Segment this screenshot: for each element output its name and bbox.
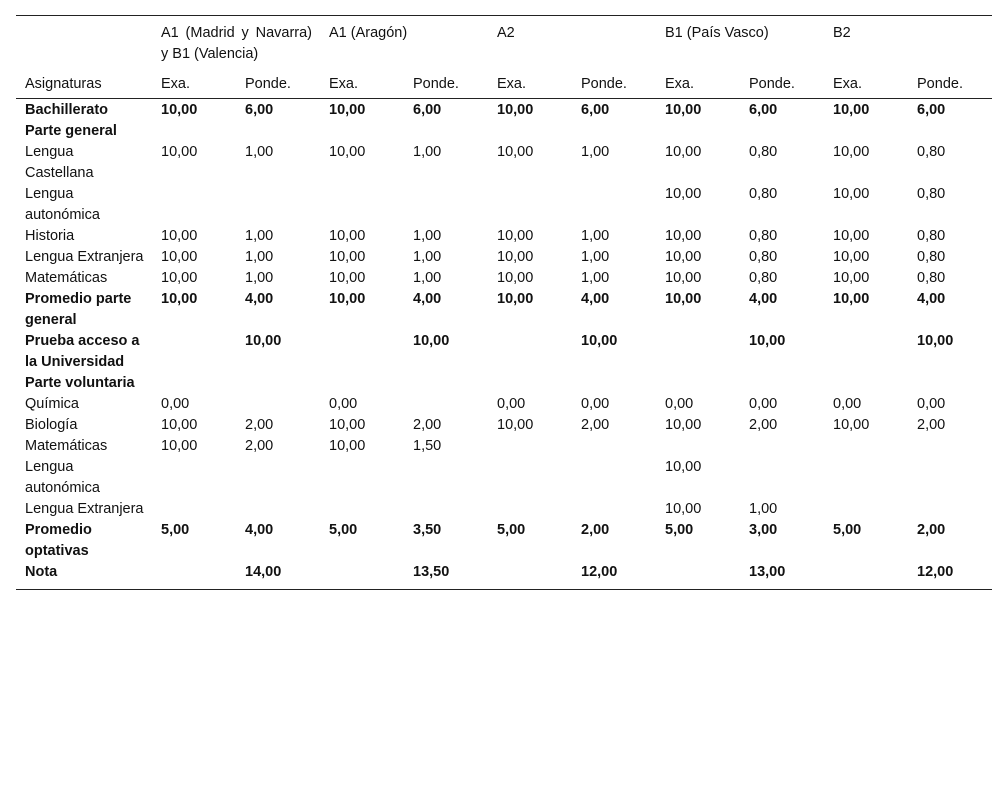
table-cell: 10,00 [833, 291, 870, 307]
table-cell: 0,00 [917, 396, 946, 412]
table-cell [320, 373, 404, 394]
table-cell: 6,00 [245, 102, 274, 118]
table-cell [908, 373, 992, 394]
table-cell: 1,00 [581, 228, 610, 244]
table-cell: 0,80 [749, 228, 778, 244]
table-cell [320, 121, 404, 142]
table-cell: 0,00 [665, 396, 694, 412]
table-cell: 0,80 [917, 249, 946, 265]
table-cell: 5,00 [665, 522, 694, 538]
sub-header: Ponde. [404, 72, 488, 99]
row-label: Matemáticas [25, 270, 108, 286]
group-header-row [16, 16, 992, 73]
table-cell: 10,00 [497, 417, 534, 433]
table-cell: 10,00 [161, 438, 198, 454]
sub-header: Exa. [824, 72, 908, 99]
row-label: Promedio optativas [25, 522, 92, 559]
table-row [16, 457, 992, 499]
table-cell: 10,00 [665, 249, 702, 265]
table-cell [824, 499, 908, 520]
table-cell: 10,00 [329, 438, 366, 454]
table-cell: 10,00 [665, 270, 702, 286]
row-label: Nota [25, 564, 58, 580]
table-cell: 10,00 [161, 144, 198, 160]
table-cell: 10,00 [581, 333, 618, 349]
table-cell: 10,00 [665, 228, 702, 244]
table-row [16, 121, 992, 142]
table-cell: 1,00 [581, 144, 610, 160]
table-cell: 10,00 [497, 291, 534, 307]
table-cell [824, 331, 908, 373]
table-cell: 10,00 [161, 249, 198, 265]
table-cell: 0,80 [749, 144, 778, 160]
table-cell: 10,00 [833, 270, 870, 286]
table-cell: 10,00 [833, 144, 870, 160]
row-label: Matemáticas [25, 438, 108, 454]
table-cell: 1,00 [413, 228, 442, 244]
table-cell: 10,00 [665, 102, 702, 118]
table-cell: 1,00 [413, 249, 442, 265]
table-cell [320, 499, 404, 520]
row-label: Lengua Extranjera [25, 501, 144, 517]
table-cell [488, 331, 572, 373]
table-cell: 1,00 [245, 228, 274, 244]
table-cell: 2,00 [581, 417, 610, 433]
table-cell [236, 121, 320, 142]
table-cell: 10,00 [749, 333, 786, 349]
table-cell: 10,00 [917, 333, 954, 349]
table-cell [740, 121, 824, 142]
table-cell: 0,80 [917, 270, 946, 286]
table-cell [908, 499, 992, 520]
table-cell [404, 373, 488, 394]
row-label: Lengua autonómica [25, 459, 100, 496]
table-cell: 10,00 [245, 333, 282, 349]
table-body [16, 99, 992, 590]
table-row [16, 499, 992, 520]
table-cell [488, 499, 572, 520]
table-cell [656, 562, 740, 590]
group-header: B1 (País Vasco) [665, 25, 769, 41]
sub-header: Ponde. [908, 72, 992, 99]
table-cell: 6,00 [917, 102, 946, 118]
table-cell: 10,00 [665, 291, 702, 307]
row-label: Lengua autonómica [25, 186, 100, 223]
table-cell: 4,00 [245, 291, 274, 307]
table-cell [824, 436, 908, 457]
row-label: Biología [25, 417, 78, 433]
table-cell: 1,00 [245, 249, 274, 265]
table-row [16, 142, 992, 184]
table-cell: 10,00 [161, 291, 198, 307]
table-cell [824, 562, 908, 590]
table-cell: 0,80 [917, 228, 946, 244]
table-row [16, 226, 992, 247]
table-cell [488, 373, 572, 394]
table-cell: 10,00 [329, 102, 366, 118]
row-label: Parte voluntaria [25, 375, 135, 391]
table-cell: 10,00 [161, 270, 198, 286]
table-row [16, 268, 992, 289]
table-cell: 10,00 [329, 270, 366, 286]
table-cell: 0,80 [917, 144, 946, 160]
corner-label: Asignaturas [16, 72, 152, 99]
table-cell: 4,00 [749, 291, 778, 307]
table-cell: 13,00 [749, 564, 786, 580]
table-cell: 10,00 [833, 102, 870, 118]
sub-header: Ponde. [236, 72, 320, 99]
grades-table [16, 15, 992, 590]
table-cell [236, 394, 320, 415]
table-cell [656, 436, 740, 457]
table-cell: 5,00 [329, 522, 358, 538]
sub-header: Ponde. [572, 72, 656, 99]
row-label: Promedio parte general [25, 291, 132, 328]
table-cell: 0,00 [833, 396, 862, 412]
table-cell: 5,00 [497, 522, 526, 538]
table-cell: 10,00 [497, 102, 534, 118]
table-cell: 10,00 [665, 501, 702, 517]
table-cell: 4,00 [413, 291, 442, 307]
table-cell [404, 184, 488, 226]
table-cell [740, 373, 824, 394]
table-cell [404, 394, 488, 415]
row-label: Bachillerato [25, 102, 108, 118]
table-cell [404, 457, 488, 499]
table-cell [572, 184, 656, 226]
table-cell: 1,00 [749, 501, 778, 517]
table-cell: 2,00 [413, 417, 442, 433]
table-cell: 1,00 [245, 270, 274, 286]
table-cell [908, 436, 992, 457]
table-cell: 4,00 [917, 291, 946, 307]
table-cell [320, 562, 404, 590]
table-row [16, 331, 992, 373]
table-cell [404, 499, 488, 520]
table-cell: 6,00 [581, 102, 610, 118]
table-cell [320, 331, 404, 373]
table-cell: 2,00 [245, 417, 274, 433]
table-cell: 14,00 [245, 564, 282, 580]
table-cell: 12,00 [581, 564, 618, 580]
table-cell [656, 331, 740, 373]
table-cell [488, 457, 572, 499]
table-cell: 10,00 [329, 249, 366, 265]
table-cell [572, 499, 656, 520]
row-label: Lengua Extranjera [25, 249, 144, 265]
table-cell: 0,80 [749, 270, 778, 286]
table-cell: 10,00 [161, 417, 198, 433]
table-cell: 6,00 [413, 102, 442, 118]
table-cell [152, 457, 236, 499]
table-cell: 0,80 [749, 186, 778, 202]
table-cell: 4,00 [581, 291, 610, 307]
table-cell: 1,00 [581, 249, 610, 265]
table-cell: 2,00 [581, 522, 610, 538]
table-cell: 1,00 [245, 144, 274, 160]
table-row [16, 247, 992, 268]
table-cell [488, 436, 572, 457]
row-label: Historia [25, 228, 75, 244]
table-row [16, 289, 992, 331]
table-cell [236, 184, 320, 226]
table-cell [908, 121, 992, 142]
table-cell: 3,00 [749, 522, 778, 538]
table-cell: 3,50 [413, 522, 442, 538]
table-cell: 10,00 [161, 228, 198, 244]
table-row [16, 562, 992, 590]
table-row [16, 436, 992, 457]
sub-header: Exa. [656, 72, 740, 99]
table-cell: 10,00 [665, 417, 702, 433]
table-cell: 10,00 [497, 228, 534, 244]
table-cell: 10,00 [833, 249, 870, 265]
sub-header-row [16, 72, 992, 99]
table-row [16, 520, 992, 562]
table-cell: 5,00 [833, 522, 862, 538]
table-cell: 10,00 [329, 144, 366, 160]
table-cell: 10,00 [665, 186, 702, 202]
table-cell: 10,00 [413, 333, 450, 349]
table-cell [488, 184, 572, 226]
table-cell: 12,00 [917, 564, 954, 580]
table-cell [488, 562, 572, 590]
table-cell: 2,00 [245, 438, 274, 454]
table-cell [404, 121, 488, 142]
table-cell: 1,00 [581, 270, 610, 286]
table-cell [236, 457, 320, 499]
table-cell: 2,00 [917, 417, 946, 433]
table-row [16, 415, 992, 436]
table-cell [572, 457, 656, 499]
table-cell: 10,00 [497, 249, 534, 265]
table-cell [572, 373, 656, 394]
row-label: Prueba acceso a la Universidad [25, 333, 140, 370]
table-cell [236, 499, 320, 520]
group-header: A1 (Aragón) [329, 25, 408, 41]
corner-cell [16, 16, 152, 73]
table-cell [152, 331, 236, 373]
table-cell: 0,00 [581, 396, 610, 412]
group-header: A1 (Madrid y Navarra) y B1 (Valencia) [161, 25, 312, 62]
sub-header: Exa. [320, 72, 404, 99]
table-cell [236, 373, 320, 394]
table-cell: 0,00 [749, 396, 778, 412]
table-cell [908, 457, 992, 499]
table-cell: 10,00 [833, 228, 870, 244]
table-row [16, 184, 992, 226]
table-cell [572, 436, 656, 457]
row-label: Parte general [25, 123, 117, 139]
table-cell: 2,00 [749, 417, 778, 433]
table-cell [488, 121, 572, 142]
table-cell: 4,00 [245, 522, 274, 538]
group-header: B2 [833, 25, 851, 41]
table-cell: 10,00 [161, 102, 198, 118]
table-cell: 10,00 [329, 228, 366, 244]
table-cell: 10,00 [497, 144, 534, 160]
table-row [16, 373, 992, 394]
table-cell: 10,00 [329, 291, 366, 307]
table-cell: 0,00 [329, 396, 358, 412]
table-header [16, 16, 992, 99]
table-cell [740, 457, 824, 499]
row-label: Lengua Castellana [25, 144, 94, 181]
table-cell [152, 121, 236, 142]
table-cell: 2,00 [917, 522, 946, 538]
table-cell [824, 457, 908, 499]
table-cell: 10,00 [329, 417, 366, 433]
row-label: Química [25, 396, 79, 412]
table-cell: 10,00 [833, 186, 870, 202]
table-cell [656, 373, 740, 394]
table-cell: 0,80 [917, 186, 946, 202]
table-cell: 13,50 [413, 564, 450, 580]
table-cell: 1,50 [413, 438, 442, 454]
table-cell: 6,00 [749, 102, 778, 118]
group-header: A2 [497, 25, 515, 41]
table-cell [824, 373, 908, 394]
table-row [16, 394, 992, 415]
table-cell: 0,80 [749, 249, 778, 265]
sub-header: Ponde. [740, 72, 824, 99]
table-cell: 5,00 [161, 522, 190, 538]
table-cell [320, 457, 404, 499]
table-cell [740, 436, 824, 457]
table-cell: 1,00 [413, 144, 442, 160]
table-cell: 10,00 [497, 270, 534, 286]
table-cell [152, 373, 236, 394]
sub-header: Exa. [152, 72, 236, 99]
table-cell: 0,00 [161, 396, 190, 412]
sub-header: Exa. [488, 72, 572, 99]
table-cell: 10,00 [665, 459, 702, 475]
table-row [16, 99, 992, 122]
table-cell [572, 121, 656, 142]
table-cell [320, 184, 404, 226]
table-cell [656, 121, 740, 142]
table-cell [152, 562, 236, 590]
table-cell: 10,00 [665, 144, 702, 160]
table-cell: 0,00 [497, 396, 526, 412]
table-cell: 10,00 [833, 417, 870, 433]
table-cell [152, 499, 236, 520]
table-cell [152, 184, 236, 226]
table-cell [824, 121, 908, 142]
table-cell: 1,00 [413, 270, 442, 286]
